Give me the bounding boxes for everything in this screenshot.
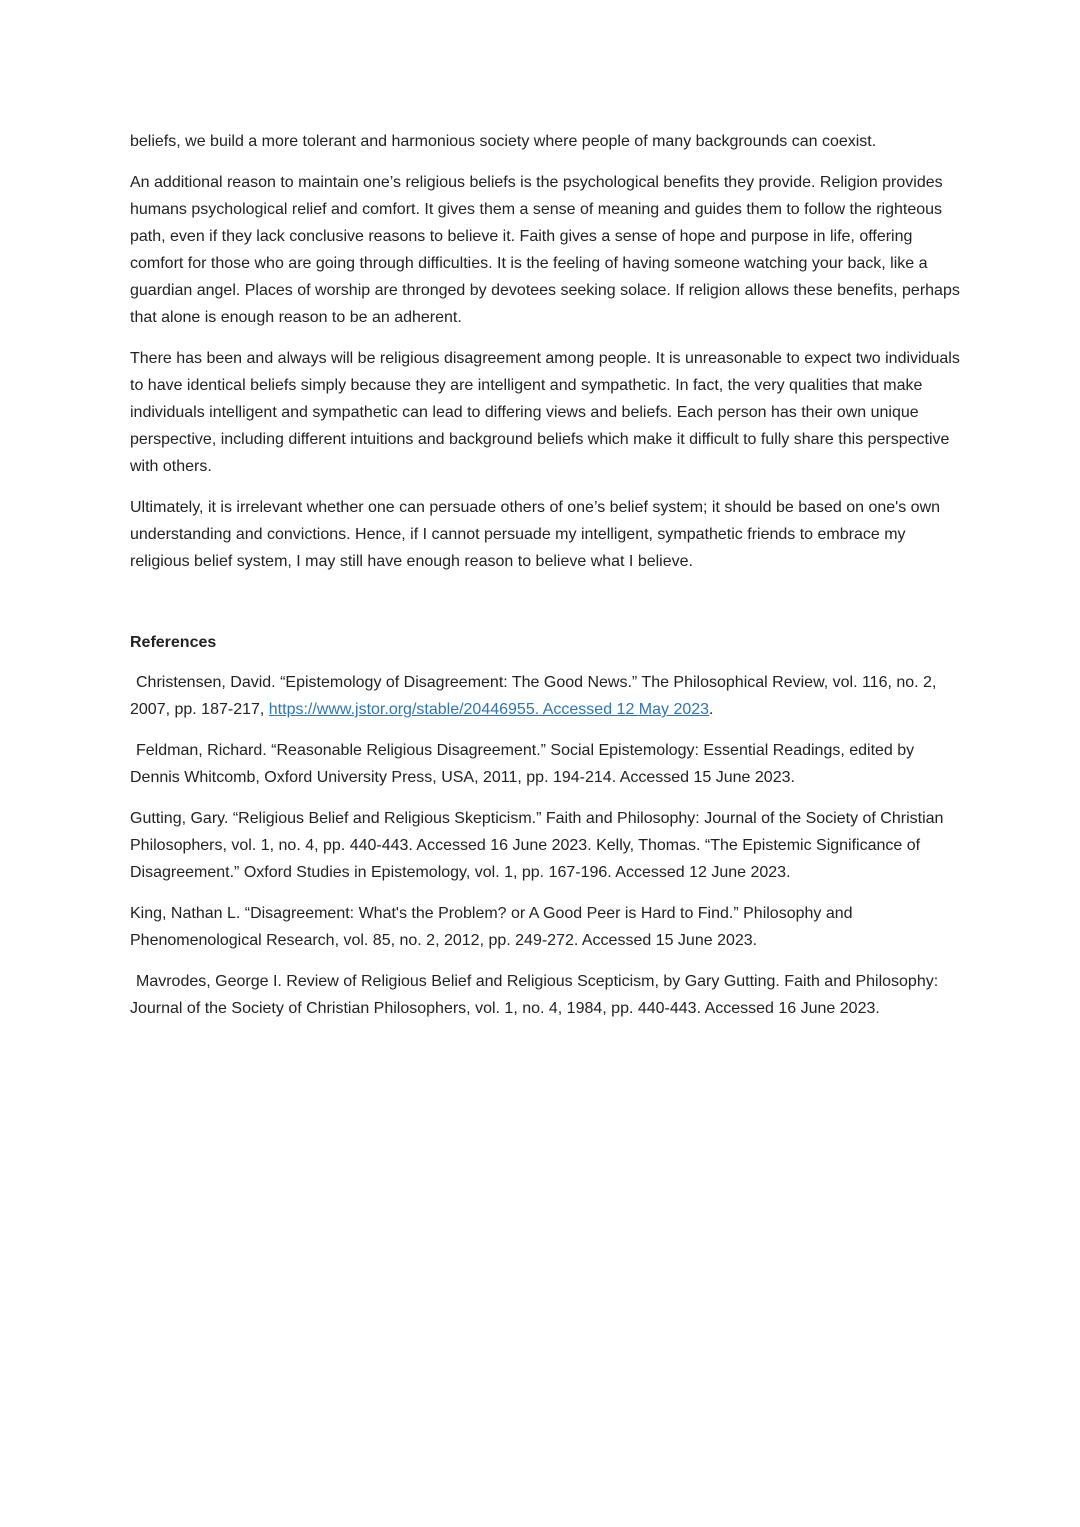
- reference-entry-gutting-kelly: Gutting, Gary. “Religious Belief and Religious Skepticism.” Faith and Philosophy: Journal of the Society of Christian Philosophers, vol. 1, no. 4, pp. 440-443. Accessed 16 June 2023. Kelly, Thomas. “The Epistemic Significance of Disagreement.” Oxford Studies in Epistemology, vol. 1, pp. 167-196. Accessed 12 June 2023.: [130, 810, 944, 881]
- jstor-hyperlink[interactable]: https://www.jstor.org/stable/20446955. Accessed 12 May 2023: [268, 701, 710, 718]
- references-heading: References: [130, 634, 217, 651]
- body-paragraph-2: An additional reason to maintain one’s religious beliefs is the psychological benefits they provide. Religion provides humans psychological relief and comfort. It gives them a sense of meaning and guides them to follow the righteous path, even if they lack conclusive reasons to believe it. Faith gives a sense of hope and purpose in life, offering comfort for those who are going through difficulties. It is the feeling of having someone watching your back, like a guardian angel. Places of worship are thronged by devotees seeking solace. If religion allows these benefits, perhaps that alone is enough reason to be an adherent.: [130, 174, 960, 326]
- reference-text-before-link: Christensen, David. “Epistemology of Disagreement: The Good News.” The Philosophical Review, vol. 116, no. 2, 2007, pp. 187-217,: [130, 674, 937, 718]
- body-paragraph-4: Ultimately, it is irrelevant whether one can persuade others of one’s belief system; it should be based on one's own understanding and convictions. Hence, if I cannot persuade my intelligent, sympathetic friends to embrace my religious belief system, I may still have enough reason to believe what I believe.: [130, 499, 941, 570]
- reference-entry-feldman: Feldman, Richard. “Reasonable Religious Disagreement.” Social Epistemology: Essential Readings, edited by Dennis Whitcomb, Oxford University Press, USA, 2011, pp. 194-214. Accessed 15 June 2023.: [130, 742, 915, 786]
- body-paragraph-3: There has been and always will be religious disagreement among people. It is unreasonable to expect two individuals to have identical beliefs simply because they are intelligent and sympathetic. In fact, the very qualities that make individuals intelligent and sympathetic can lead to differing views and beliefs. Each person has their own unique perspective, including different intuitions and background beliefs which make it difficult to fully share this perspective with others.: [130, 350, 960, 475]
- reference-entry-mavrodes: Mavrodes, George I. Review of Religious Belief and Religious Scepticism, by Gary Gutting. Faith and Philosophy: Journal of the Society of Christian Philosophers, vol. 1, no. 4, 1984, pp. 440-443. Accessed 16 June 2023.: [130, 973, 939, 1017]
- reference-text-after-link: .: [709, 701, 714, 718]
- reference-entry-king: King, Nathan L. “Disagreement: What's the Problem? or A Good Peer is Hard to Find.” Philosophy and Phenomenological Research, vol. 85, no. 2, 2012, pp. 249-272. Accessed 15 June 2023.: [130, 905, 853, 949]
- document-page: [130, 128, 962, 1036]
- body-paragraph-1: beliefs, we build a more tolerant and harmonious society where people of many backgrounds can coexist.: [130, 133, 877, 150]
- reference-entry-christensen: [130, 669, 962, 723]
